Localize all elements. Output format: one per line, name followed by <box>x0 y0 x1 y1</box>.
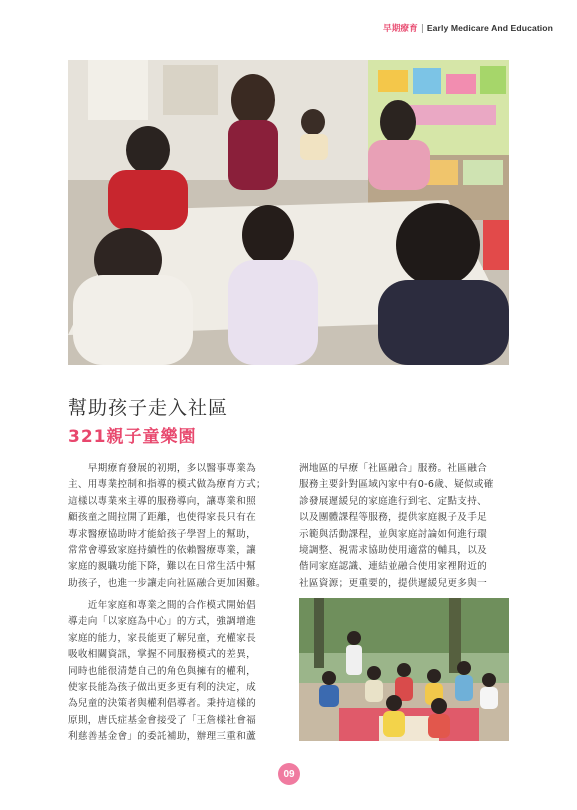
text-line: 同時也能很清楚自己的角色與擁有的權利， <box>68 665 256 677</box>
text-line: 診發展遲緩兒的家庭進行到宅、定點支持、 <box>299 495 487 507</box>
text-line: 近年家庭和專業之間的合作模式開始倡 <box>68 600 256 611</box>
text-line: 家庭的能力，家長能更了解兒童，充權家長 <box>68 632 256 644</box>
text-line: 這樣以專業來主導的服務導向，讓專業和照 <box>68 495 256 507</box>
text-line: 助孩子，也進一步讓走向社區融合更加困難。 <box>68 577 266 589</box>
main-photo-graphic <box>68 60 509 365</box>
text-line: 服務主要針對區域內家中有0-6歲、疑似或確 <box>299 479 494 491</box>
text-line: 吸收相關資訊，掌握不同服務模式的差異， <box>68 649 256 661</box>
paragraph-1 <box>68 461 278 592</box>
paragraph-3 <box>299 461 509 592</box>
main-photo <box>68 60 509 365</box>
paragraph-2 <box>68 598 278 746</box>
article-subtitle: 321親子童樂園 <box>68 427 197 447</box>
text-line: 顧孩童之間拉開了距離，也使得家長只有在 <box>68 512 256 524</box>
text-line: 以及團體課程等服務，提供家庭親子及手足 <box>299 512 487 524</box>
secondary-photo <box>299 598 509 741</box>
text-line: 早期療育發展的初期，多以醫事專業為 <box>68 463 256 474</box>
text-line: 示範與活動課程，並與家庭討論如何進行環 <box>299 528 487 540</box>
text-line: 主、用專業控制和指導的模式做為療育方式； <box>68 479 266 491</box>
text-line: 專求醫療協助時才能給孩子學習上的幫助， <box>68 528 256 540</box>
text-line: 境調整、視需求協助使用適當的輔具，以及 <box>299 545 487 557</box>
text-line: 為兒童的決策者與權利倡導者。秉持這樣的 <box>68 698 256 710</box>
page-number: 09 <box>278 763 300 785</box>
text-line: 使家長能為孩子做出更多更有利的決定，成 <box>68 682 256 694</box>
header-separator: | <box>420 24 424 34</box>
header-section-zh: 早期療育 <box>383 24 418 34</box>
text-line: 利慈善基金會」的委託補助，辦理三重和蘆 <box>68 731 256 743</box>
secondary-photo-graphic <box>299 598 509 741</box>
text-line: 家庭的親職功能下降，難以在日常生活中幫 <box>68 561 256 573</box>
running-header <box>383 22 553 34</box>
text-line: 常常會導致家庭持續性的依賴醫療專業，讓 <box>68 545 256 557</box>
text-line: 導走向「以家庭為中心」的方式，強調增進 <box>68 616 256 628</box>
text-line: 社區資源；更重要的，提供遲緩兒更多與一 <box>299 577 487 589</box>
article-title: 幫助孩子走入社區 <box>68 397 229 419</box>
text-line: 偕同家庭認識、連結並融合使用家裡附近的 <box>299 561 487 573</box>
text-line: 洲地區的早療「社區融合」服務。社區融合 <box>299 463 487 474</box>
text-line: 原則，唐氏症基金會接受了「王詹樣社會福 <box>68 714 256 726</box>
header-section-en: Early Medicare And Education <box>426 23 553 33</box>
